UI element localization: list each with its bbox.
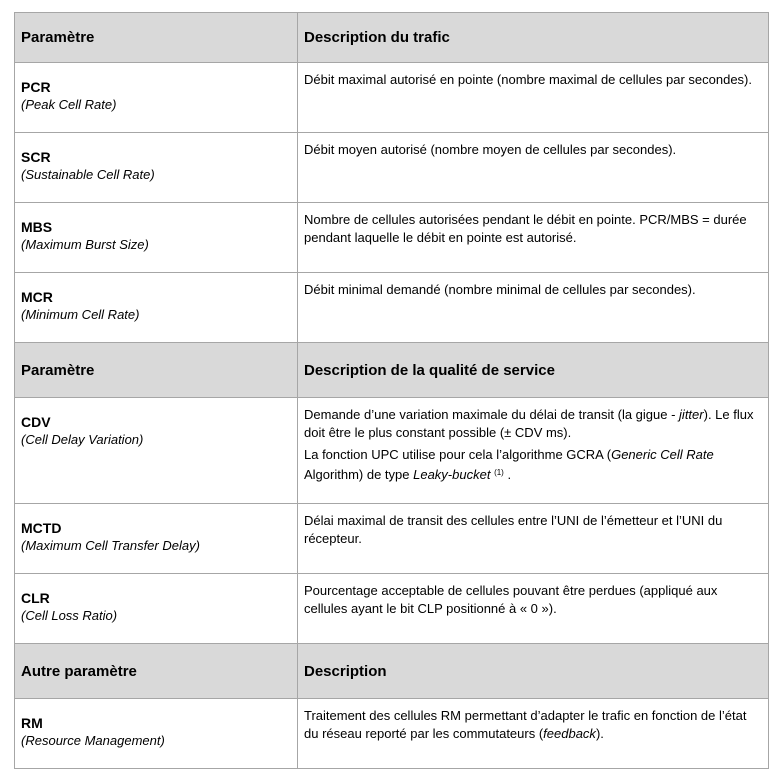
table-row — [15, 63, 769, 133]
param-cell — [15, 398, 298, 504]
param-code: MCTD — [21, 520, 62, 536]
header-left: Paramètre — [15, 343, 298, 398]
param-code: RM — [21, 715, 43, 731]
param-cell — [15, 63, 298, 133]
table-header-row — [15, 13, 769, 63]
param-fullname: (Minimum Cell Rate) — [21, 307, 140, 322]
description-cell: Débit moyen autorisé (nombre moyen de cellules par secondes). — [298, 133, 769, 203]
description-cell: Débit minimal demandé (nombre minimal de cellules par secondes). — [298, 273, 769, 343]
param-fullname: (Maximum Burst Size) — [21, 237, 149, 252]
param-fullname: (Maximum Cell Transfer Delay) — [21, 538, 200, 553]
param-code: PCR — [21, 79, 51, 95]
table-header-row — [15, 644, 769, 699]
description-cell: Nombre de cellules autorisées pendant le débit en pointe. PCR/MBS = durée pendant laquelle le débit en pointe est autorisé. — [298, 203, 769, 273]
param-code: CDV — [21, 414, 51, 430]
param-fullname: (Peak Cell Rate) — [21, 97, 117, 112]
param-code: MCR — [21, 289, 53, 305]
table-row — [15, 133, 769, 203]
param-cell — [15, 574, 298, 644]
header-right: Description du trafic — [298, 13, 769, 63]
table-row — [15, 574, 769, 644]
param-cell — [15, 203, 298, 273]
param-code: MBS — [21, 219, 53, 235]
table-header-row — [15, 343, 769, 398]
parameters-table — [14, 12, 769, 769]
description-paragraph: Demande d’une variation maximale du délai de transit (la gigue - jitter). Le flux doit être le plus constant possible (± CDV ms). — [304, 407, 754, 440]
header-left: Paramètre — [15, 13, 298, 63]
table-row — [15, 398, 769, 504]
table-row — [15, 203, 769, 273]
table-row — [15, 699, 769, 769]
table-row — [15, 273, 769, 343]
table-row — [15, 504, 769, 574]
param-fullname: (Resource Management) — [21, 733, 165, 748]
header-left: Autre paramètre — [15, 644, 298, 699]
param-fullname: (Cell Loss Ratio) — [21, 608, 118, 623]
param-fullname: (Cell Delay Variation) — [21, 432, 144, 447]
param-cell — [15, 273, 298, 343]
description-cell: Débit maximal autorisé en pointe (nombre maximal de cellules par secondes). — [298, 63, 769, 133]
param-fullname: (Sustainable Cell Rate) — [21, 167, 155, 182]
header-right: Description de la qualité de service — [298, 343, 769, 398]
param-cell — [15, 504, 298, 574]
description-cell: Pourcentage acceptable de cellules pouvant être perdues (appliqué aux cellules ayant le bit CLP positionné à « 0 »). — [298, 574, 769, 644]
param-code: SCR — [21, 149, 51, 165]
description-cell — [298, 398, 769, 504]
description-cell: Délai maximal de transit des cellules entre l’UNI de l’émetteur et l’UNI du récepteur. — [298, 504, 769, 574]
description-cell: Traitement des cellules RM permettant d’adapter le trafic en fonction de l’état du réseau reporté par les commutateurs (feedback). — [298, 699, 769, 769]
param-code: CLR — [21, 590, 50, 606]
footnote-ref: (1) — [494, 468, 504, 477]
param-cell — [15, 133, 298, 203]
header-right: Description — [298, 644, 769, 699]
param-cell — [15, 699, 298, 769]
description-paragraph: La fonction UPC utilise pour cela l’algorithme GCRA (Generic Cell Rate Algorithm) de type Leaky-bucket $^{(1)}$ . — [304, 447, 714, 482]
